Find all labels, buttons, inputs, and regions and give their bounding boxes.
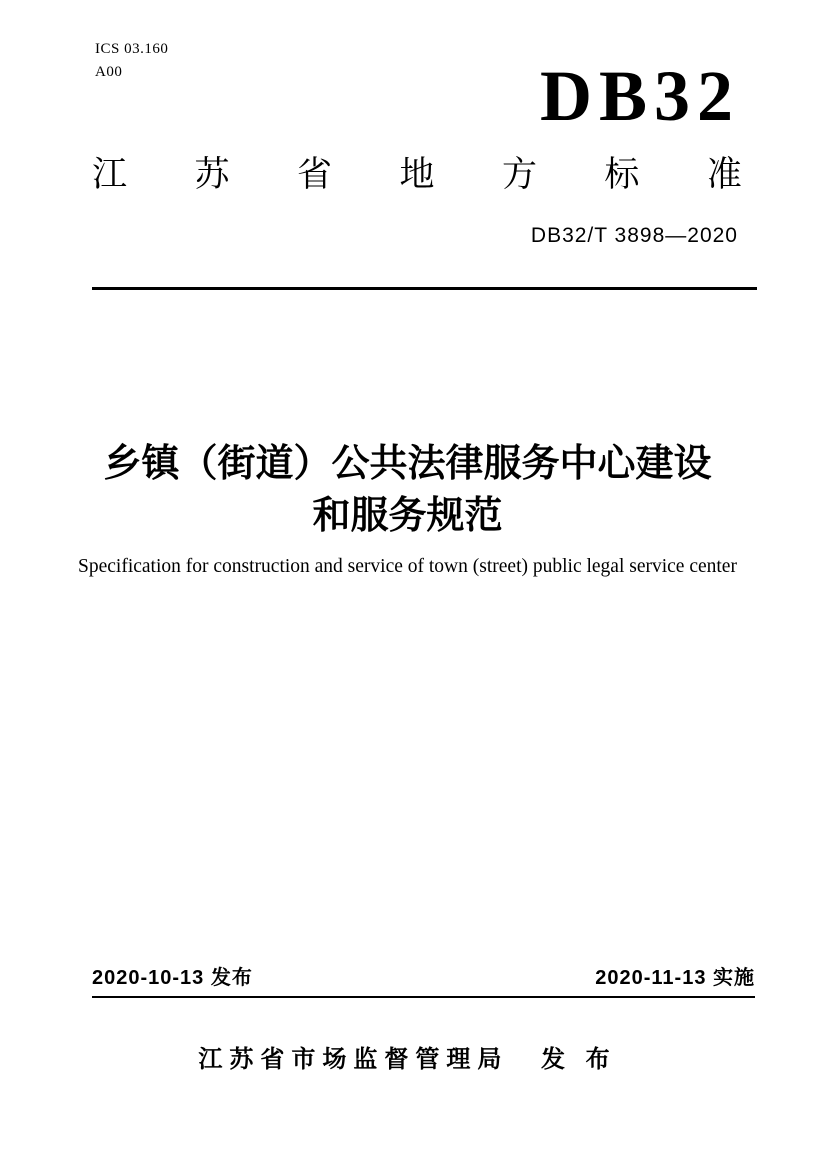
dates-row — [92, 966, 755, 998]
standard-name-char: 地 — [399, 155, 435, 194]
doc-class-code: A00 — [95, 64, 123, 80]
publisher-name: 江苏省市场监督管理局 — [198, 1046, 509, 1073]
header-divider — [92, 287, 757, 290]
standard-logo: DB32 — [539, 56, 740, 136]
ics-code: ICS 03.160 — [95, 41, 169, 57]
implement-date: 2020-11-13 实施 — [595, 967, 755, 989]
standard-name-char: 准 — [706, 155, 742, 194]
standard-name-char: 江 — [92, 155, 128, 194]
issue-date: 2020-10-13 发布 — [92, 967, 253, 989]
ics-block — [95, 38, 168, 84]
document-title-line1: 乡镇（街道）公共法律服务中心建设 — [103, 443, 712, 485]
standard-number: DB32/T 3898—2020 — [530, 224, 738, 247]
standard-name-char: 方 — [501, 155, 537, 194]
standard-name-cn — [92, 156, 742, 194]
publisher-row — [0, 1046, 815, 1074]
publish-label: 发 布 — [541, 1046, 617, 1073]
standard-name-char: 苏 — [194, 155, 230, 194]
standard-name-char: 标 — [604, 155, 640, 194]
standard-name-char: 省 — [296, 155, 332, 194]
document-title-line2: 和服务规范 — [312, 495, 503, 537]
document-title — [0, 438, 815, 542]
document-title-english: Specification for construction and service of town (street) public legal service center — [78, 556, 737, 577]
